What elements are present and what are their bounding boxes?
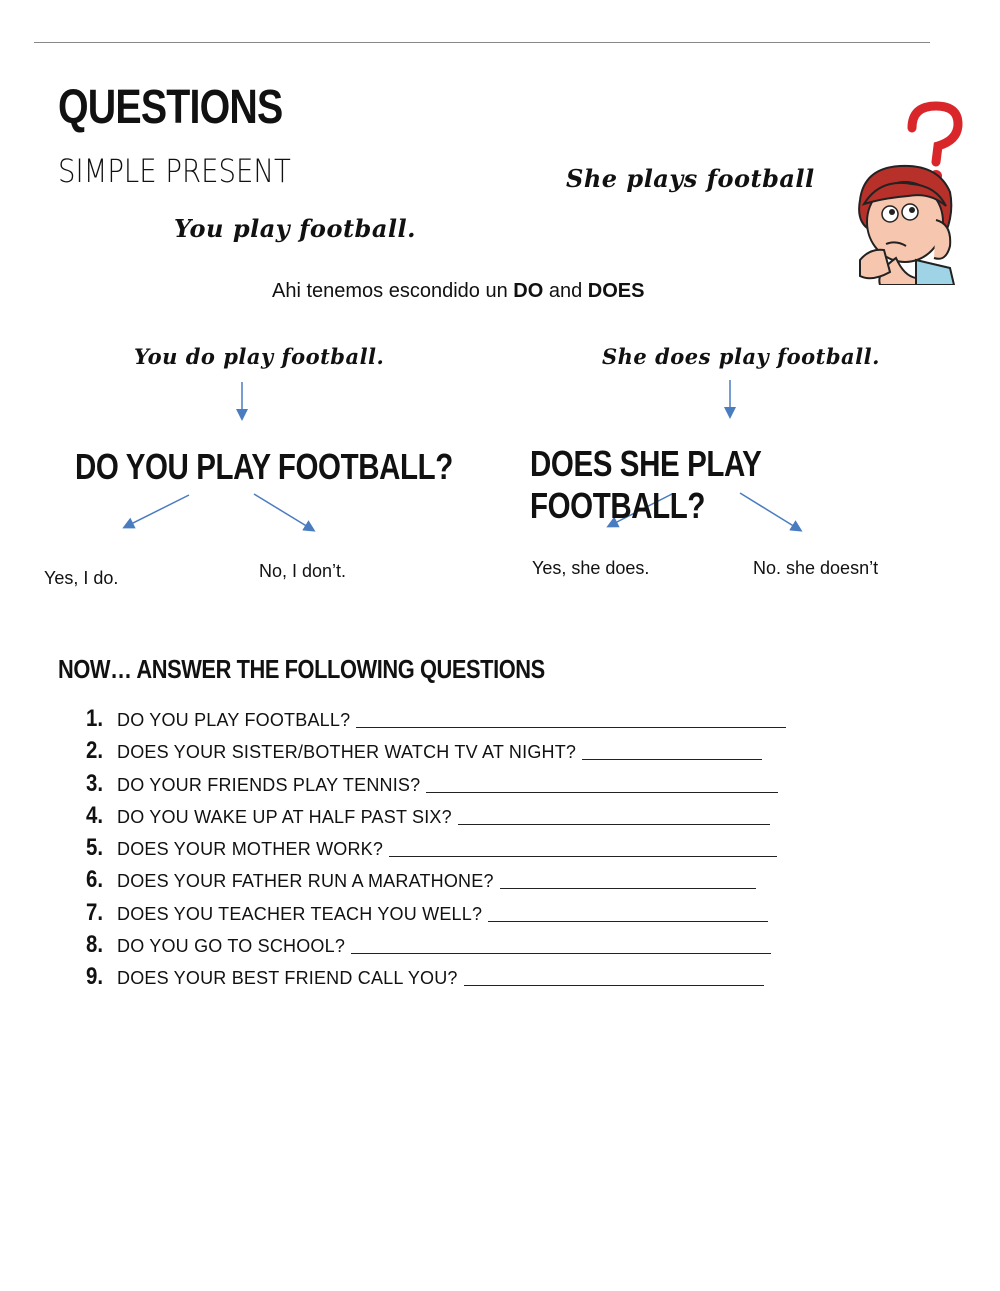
answer-blank[interactable] [500,888,756,889]
question-text: DO YOU PLAY FOOTBALL? [117,710,351,730]
question-item [86,834,826,866]
arrow-no-i-dont [254,494,313,530]
question-text: DOES YOUR MOTHER WORK? [117,839,384,860]
answer-blank[interactable] [458,824,770,825]
question-number: 5. [86,834,104,862]
question-item [86,899,826,931]
example-you-do-play: You do play football. [134,344,385,369]
example-you-play: You play football. [174,214,416,243]
answer-blank[interactable] [582,759,762,760]
question-text: DO YOU WAKE UP AT HALF PAST SIX? [117,806,452,827]
arrow-yes-i-do [125,495,189,527]
answer-yes-she-does: Yes, she does. [532,558,650,578]
question-text: DO YOUR FRIENDS PLAY TENNIS? [117,774,421,795]
question-do-you: DO YOU PLAY FOOTBALL? [75,446,453,487]
question-text: DOES YOUR SISTER/BOTHER WATCH TV AT NIGHT? [117,742,577,763]
example-she-plays: She plays football [566,164,815,193]
question-number: 9. [86,963,104,991]
question-item [86,802,826,834]
question-number: 6. [86,866,104,894]
question-number: 4. [86,801,104,829]
answer-blank[interactable] [464,985,764,986]
example-she-does-play: She does play football. [602,344,880,369]
hint-text: Ahi tenemos escondido un DO and DOES [272,280,645,302]
exercise-heading: NOW… ANSWER THE FOLLOWING QUESTIONS [58,654,545,684]
answer-blank[interactable] [488,921,768,922]
question-number: 2. [86,737,104,765]
answer-no-she-doesnt: No. she doesn’t [753,558,879,578]
question-number: 1. [86,705,104,732]
question-does-she: DOES SHE PLAY FOOTBALL? [530,443,761,526]
question-item [86,963,826,995]
answer-blank[interactable] [351,953,771,954]
question-item [86,705,826,737]
question-item [86,737,826,769]
question-number: 7. [86,898,104,926]
question-text: DO YOU GO TO SCHOOL? [117,936,346,957]
answer-no-i-dont: No, I don’t. [259,561,347,581]
answer-blank[interactable] [389,856,777,857]
question-text: DOES YOUR FATHER RUN A MARATHONE? [117,871,494,892]
question-number: 3. [86,769,104,797]
question-item [86,770,826,802]
question-text: DOES YOUR BEST FRIEND CALL YOU? [117,968,458,989]
answer-yes-i-do: Yes, I do. [44,568,119,588]
question-item [86,931,826,963]
exercise-question-list [86,705,826,996]
question-item [86,866,826,898]
page-subtitle: SIMPLE PRESENT [58,152,291,190]
page-title: QUESTIONS [58,81,283,134]
question-text: DOES YOU TEACHER TEACH YOU WELL? [117,903,483,924]
question-number: 8. [86,931,104,959]
answer-blank[interactable] [426,792,778,793]
answer-blank[interactable] [356,727,786,728]
